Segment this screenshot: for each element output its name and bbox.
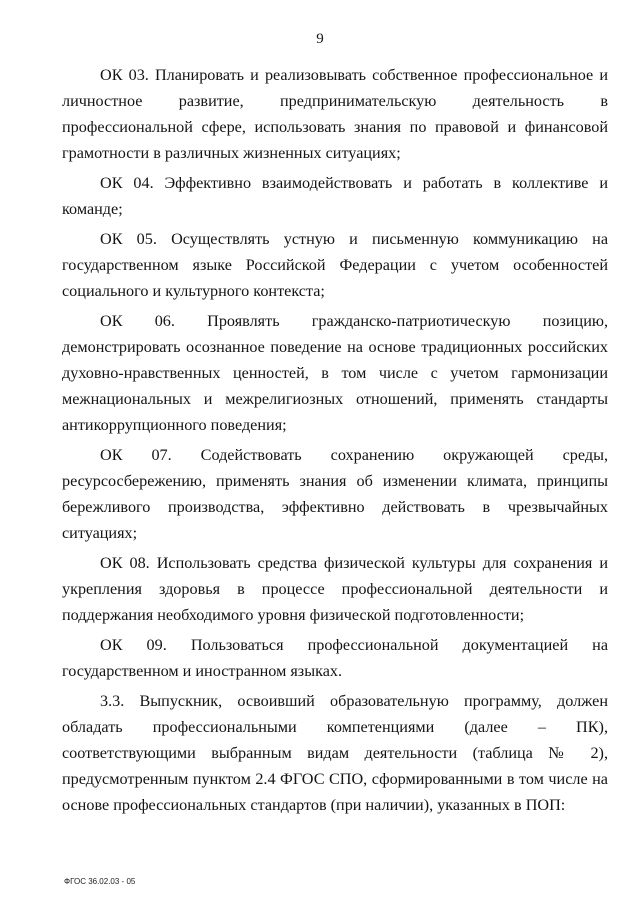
paragraph-ok-06: ОК 06. Проявлять гражданско-патриотическую позицию, демонстрировать осознанное поведение на основе традиционных российских духовно-нравственных ценностей, в том числе с учетом гармонизации межнациональных и межрелигиозных отношений, применять стандарты антикоррупционного поведения; — [62, 312, 608, 434]
footer-standard-code: ФГОС 36.02.03 - 05 — [64, 877, 136, 886]
paragraph-ok-07: ОК 07. Содействовать сохранению окружающей среды, ресурсосбережению, применять знания об изменении климата, принципы бережливого производства, эффективно действовать в чрезвычайных ситуациях; — [62, 446, 608, 542]
document-body — [62, 62, 608, 822]
paragraph-ok-08: ОК 08. Использовать средства физической культуры для сохранения и укрепления здоровья в процессе профессиональной деятельности и поддержания необходимого уровня физической подготовленности; — [62, 554, 608, 624]
paragraph-ok-04: ОК 04. Эффективно взаимодействовать и работать в коллективе и команде; — [62, 174, 608, 218]
paragraph-3-3: 3.3. Выпускник, освоивший образовательную программу, должен обладать профессиональными компетенциями (далее – ПК), соответствующими выбранным видам деятельности (таблица № 2), предусмотренным пунктом 2.4 ФГОС СПО, сформированными в том числе на основе профессиональных стандартов (при наличии), указанных в ПОП: — [62, 692, 608, 814]
paragraph-ok-05: ОК 05. Осуществлять устную и письменную коммуникацию на государственном языке Российской Федерации с учетом особенностей социального и культурного контекста; — [62, 230, 608, 300]
paragraph-ok-09: ОК 09. Пользоваться профессиональной документацией на государственном и иностранном языках. — [62, 636, 608, 680]
paragraph-ok-03: ОК 03. Планировать и реализовывать собственное профессиональное и личностное развитие, предпринимательскую деятельность в профессиональной сфере, использовать знания по правовой и финансовой грамотности в различных жизненных ситуациях; — [62, 66, 608, 162]
page-number: 9 — [316, 31, 324, 47]
